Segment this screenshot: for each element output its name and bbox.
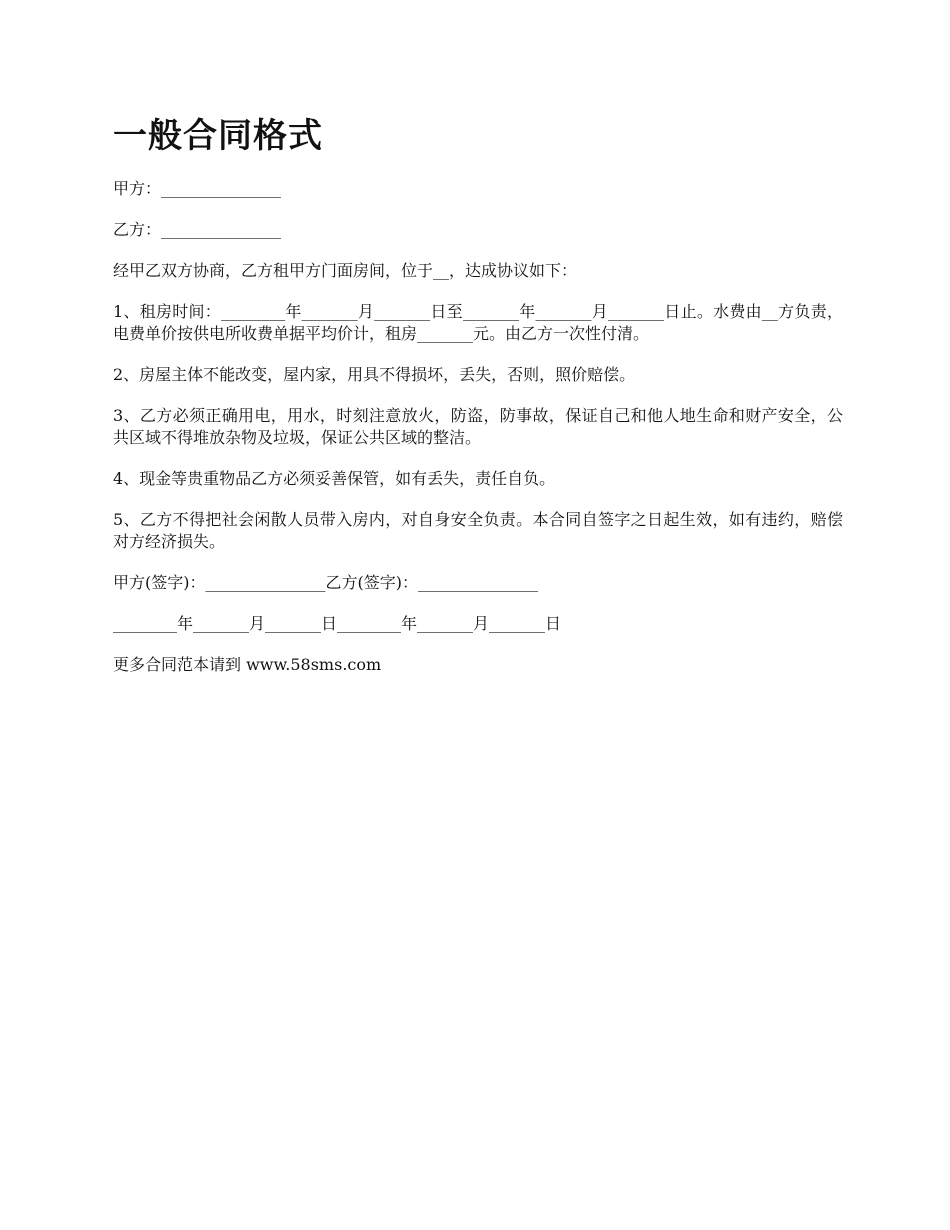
clause-3: 3、乙方必须正确用电，用水，时刻注意放火，防盗，防事故，保证自己和他人地生命和财产安全，公共区域不得堆放杂物及垃圾，保证公共区域的整洁。 xyxy=(113,406,843,447)
date-line: ________年_______月_______日________年_______月_______日 xyxy=(113,614,562,633)
party-b-line: 乙方：_______________ xyxy=(113,220,282,239)
footer-link-text: 更多合同范本请到 www.58sms.com xyxy=(113,655,382,674)
clause-5: 5、乙方不得把社会闲散人员带入房内，对自身安全负责。本合同自签字之日起生效，如有违约，赔偿对方经济损失。 xyxy=(113,510,843,551)
clause-2: 2、房屋主体不能改变，屋内家，用具不得损坏，丢失，否则，照价赔偿。 xyxy=(113,365,636,384)
contract-document xyxy=(113,112,843,695)
intro-paragraph: 经甲乙双方协商，乙方租甲方门面房间，位于__，达成协议如下： xyxy=(113,261,578,280)
clause-1: 1、租房时间：________年_______月_______日至_______年_______月_______日止。水费由__方负责，电费单价按供电所收费单据平均价计，租房_______元。由乙方一次性付清。 xyxy=(113,302,843,343)
signature-line: 甲方(签字)：_______________乙方(签字)：_______________ xyxy=(113,573,538,592)
party-a-line: 甲方：_______________ xyxy=(113,179,282,198)
clause-4: 4、现金等贵重物品乙方必须妥善保管，如有丢失，责任自负。 xyxy=(113,469,556,488)
document-title: 一般合同格式 xyxy=(113,116,323,156)
